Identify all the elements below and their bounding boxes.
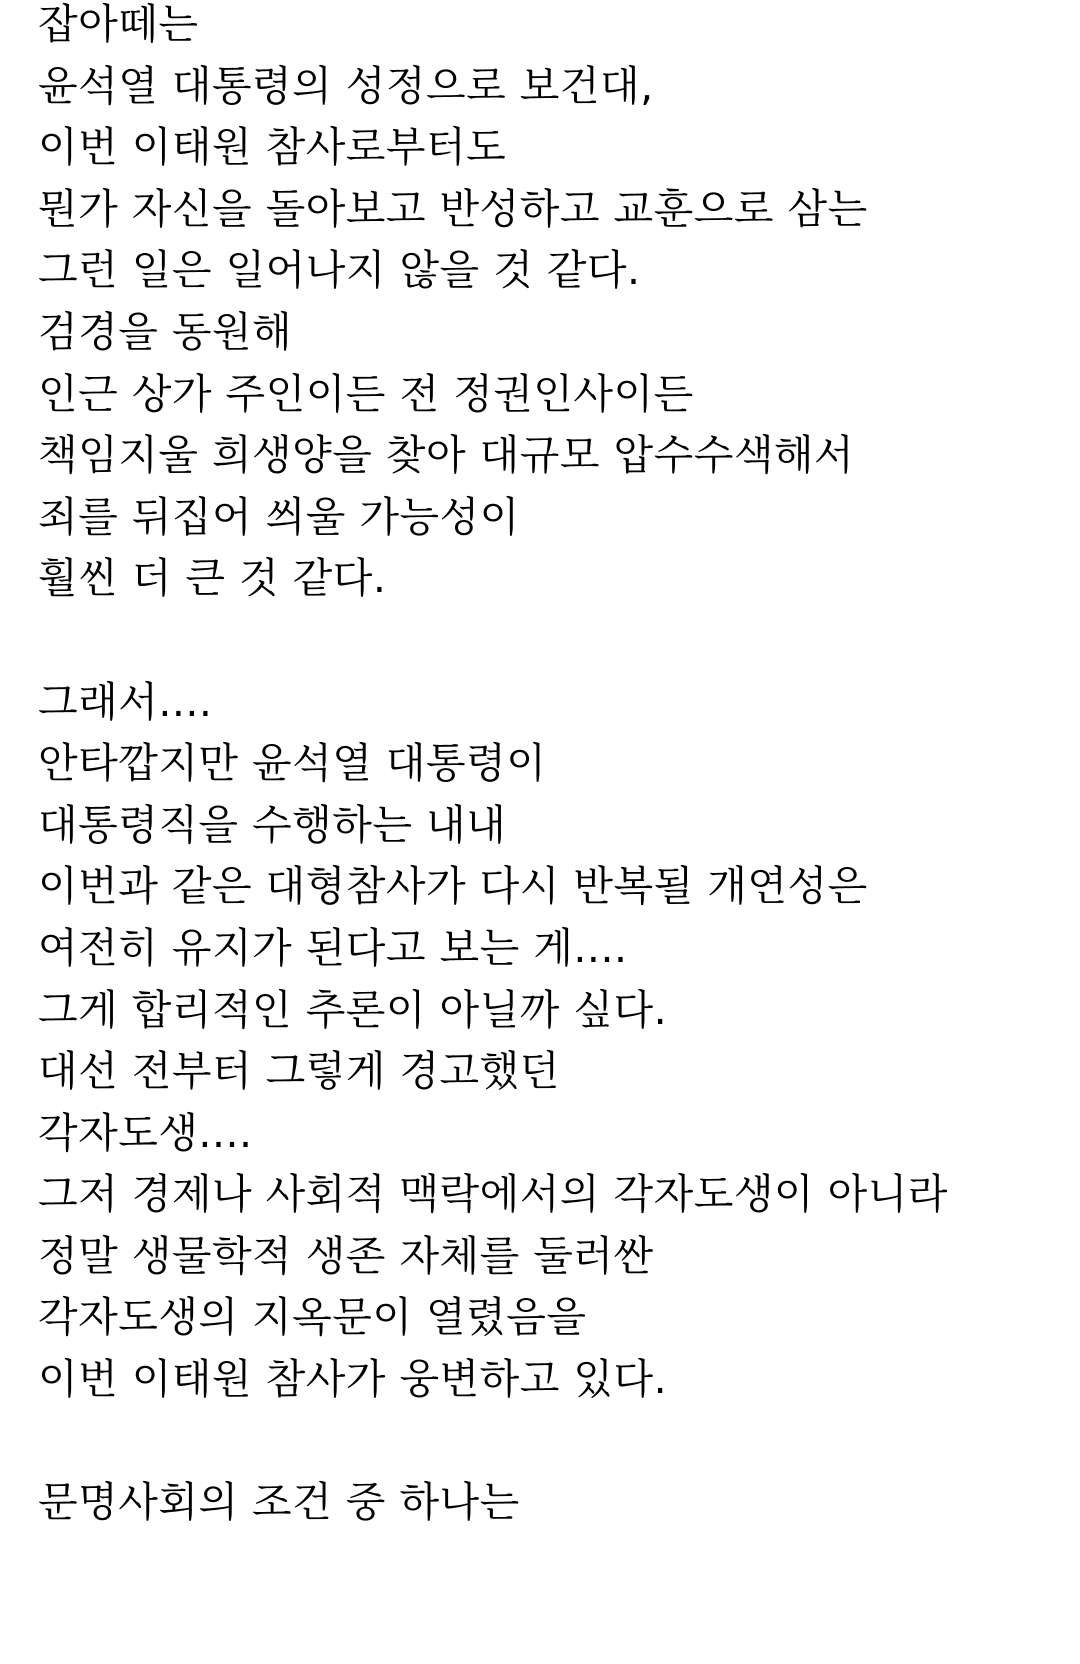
text-line: 그게 합리적인 추론이 아닐까 싶다.: [38, 985, 668, 1034]
text-line: 그래서....: [38, 677, 213, 726]
text-line: 윤석열 대통령의 성정으로 보건대,: [38, 61, 654, 110]
text-line: 책임지울 희생양을 찾아 대규모 압수수색해서: [38, 431, 855, 480]
text-line: 문명사회의 조건 중 하나는: [38, 1478, 520, 1527]
text-line: 이번 이태원 참사가 웅변하고 있다.: [38, 1355, 668, 1404]
text-line: 이번과 같은 대형참사가 다시 반복될 개연성은: [38, 862, 868, 911]
text-line: 이번 이태원 참사로부터도: [38, 123, 507, 172]
blank-line: [38, 1411, 1068, 1473]
text-line: 그저 경제나 사회적 맥락에서의 각자도생이 아니라: [38, 1170, 948, 1219]
body-text: [38, 0, 1068, 1534]
text-line: 검경을 동원해: [38, 307, 293, 356]
text-line: 죄를 뒤집어 씌울 가능성이: [38, 492, 520, 541]
blank-line: [38, 610, 1068, 672]
text-line: 그런 일은 일어나지 않을 것 같다.: [38, 246, 641, 295]
text-line: 각자도생....: [38, 1108, 253, 1157]
text-line: 뭔가 자신을 돌아보고 반성하고 교훈으로 삼는: [38, 184, 868, 233]
text-line: 대선 전부터 그렇게 경고했던: [38, 1047, 560, 1096]
text-line: 대통령직을 수행하는 내내: [38, 800, 507, 849]
text-line: 정말 생물학적 생존 자체를 둘러싼: [38, 1231, 654, 1280]
text-line: 여전히 유지가 된다고 보는 게....: [38, 923, 628, 972]
text-line: 각자도생의 지옥문이 열렸음을: [38, 1293, 587, 1342]
text-line: 안타깝지만 윤석열 대통령이: [38, 739, 547, 788]
text-line: 인근 상가 주인이든 전 정권인사이든: [38, 369, 694, 418]
text-line: 훨씬 더 큰 것 같다.: [38, 554, 387, 603]
text-line: 잡아떼는: [38, 0, 199, 48]
